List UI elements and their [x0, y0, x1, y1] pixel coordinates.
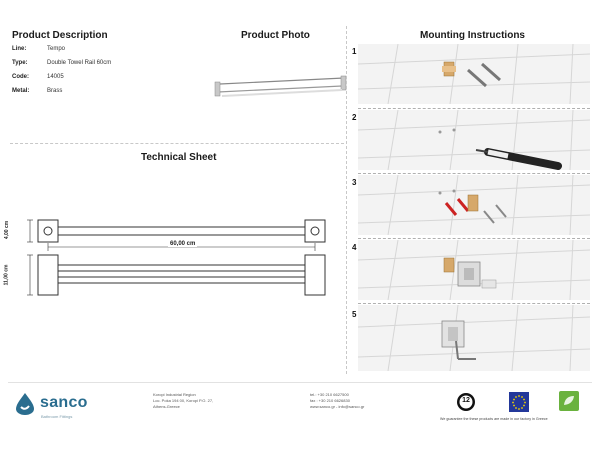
code-value: 14005 [47, 74, 64, 80]
mounting-instructions-heading: Mounting Instructions [420, 30, 525, 41]
address-line: Athens-Greece [153, 404, 180, 409]
warranty-badge [456, 391, 476, 413]
height-dimension: 11,00 cm [3, 264, 10, 286]
fax-text: fax : +30 210 6626830 [310, 398, 350, 403]
rail-technical-drawing [10, 165, 344, 373]
step-4-panel [358, 240, 590, 300]
eu-stars-icon [509, 392, 529, 412]
eu-flag-badge [509, 392, 529, 412]
product-photo-heading: Product Photo [241, 30, 310, 41]
step-separator [358, 303, 590, 304]
width-dimension: 60,00 cm [170, 241, 196, 247]
step-separator [358, 108, 590, 109]
address-block [153, 392, 263, 410]
step-2-panel [358, 110, 590, 170]
step-5-number: 5 [352, 310, 357, 319]
sanco-drop-icon [14, 392, 36, 416]
technical-sheet-heading: Technical Sheet [141, 152, 217, 163]
step-5-panel [358, 305, 590, 371]
description-row [12, 60, 162, 72]
type-label: Type: [12, 60, 28, 66]
footer-divider [8, 382, 592, 383]
description-table [12, 46, 162, 100]
column-divider [346, 26, 347, 374]
brand-name: sanco [40, 394, 88, 411]
web-email-link[interactable]: www.sanco.gr - info@sanco.gr [310, 404, 365, 409]
description-row [12, 88, 162, 100]
leaf-icon [559, 391, 579, 411]
step-5-illustration [358, 305, 590, 371]
address-line: Loc. Poka 194 00, Koropi P.O. 27, [153, 398, 214, 403]
section-divider [10, 143, 344, 144]
step-1-panel [358, 44, 590, 104]
code-label: Code: [12, 74, 29, 80]
description-row [12, 46, 162, 58]
sanco-logo[interactable] [14, 392, 104, 422]
product-description-heading: Product Description [12, 30, 108, 41]
made-in-greece-badge [559, 391, 579, 411]
depth-dimension: 4,00 cm [4, 220, 11, 240]
brand-subtitle: Bathroom Fittings [41, 414, 73, 419]
type-value: Double Towel Rail 60cm [47, 60, 112, 66]
line-label: Line: [12, 46, 27, 52]
step-2-number: 2 [352, 113, 357, 122]
guarantee-text: We guarantee the these products are made in our factory in Greece [440, 417, 548, 421]
product-photo [212, 74, 350, 100]
step-3-illustration [358, 175, 590, 235]
step-separator [358, 173, 590, 174]
description-row [12, 74, 162, 86]
step-1-number: 1 [352, 47, 357, 56]
step-4-illustration [358, 240, 590, 300]
step-1-illustration [358, 44, 590, 104]
line-value: Tempo [47, 46, 66, 52]
step-3-number: 3 [352, 178, 357, 187]
contact-block [310, 392, 410, 410]
step-separator [358, 238, 590, 239]
metal-value: Brass [47, 88, 63, 94]
address-line: Koropi Industrial Region [153, 392, 196, 397]
phone-text: tel.: +30 210 6627500 [310, 392, 349, 397]
step-4-number: 4 [352, 243, 357, 252]
step-2-illustration [358, 110, 590, 170]
technical-drawing [3, 165, 344, 373]
warranty-years: 12 [462, 397, 470, 404]
step-3-panel [358, 175, 590, 235]
metal-label: Metal: [12, 88, 30, 94]
